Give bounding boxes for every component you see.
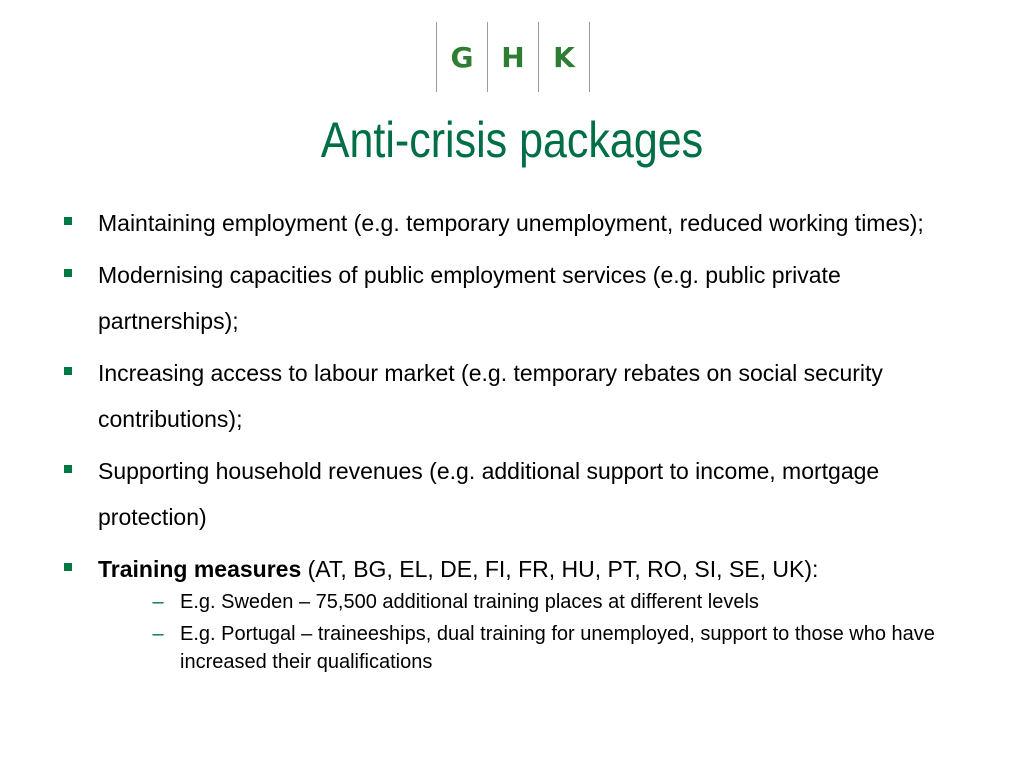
bullet-item-maintaining-employment — [60, 200, 980, 246]
dash-bullet-icon: – — [152, 623, 164, 645]
sub-item-text: E.g. Sweden – 75,500 additional training places at different levels — [180, 591, 759, 613]
bullet-text — [98, 546, 980, 592]
slide-title: Anti-crisis packages — [320, 112, 704, 168]
square-bullet-icon — [64, 367, 72, 375]
bullet-text: Increasing access to labour market (e.g. temporary rebates on social security contributions); — [98, 360, 883, 432]
sub-item-text: E.g. Portugal – traineeships, dual training for unemployed, support to those who have increased their qualifications — [180, 623, 935, 673]
square-bullet-icon — [64, 563, 72, 571]
bullet-text: Maintaining employment (e.g. temporary unemployment, reduced working times); — [98, 210, 924, 236]
ghk-logo — [436, 22, 590, 92]
sub-item-sweden — [98, 588, 980, 616]
square-bullet-icon — [64, 269, 72, 277]
logo-letter-h: H — [488, 22, 539, 92]
square-bullet-icon — [64, 465, 72, 473]
logo-letter-k: K — [539, 22, 590, 92]
bullet-text: Supporting household revenues (e.g. additional support to income, mortgage protection) — [98, 458, 880, 530]
logo-letter-g: G — [437, 22, 488, 92]
training-sub-list — [98, 588, 980, 676]
bullet-item-modernising-capacities — [60, 252, 980, 344]
bullet-item-training-measures — [60, 546, 980, 676]
bullet-text: Modernising capacities of public employment services (e.g. public private partnerships); — [98, 262, 841, 334]
dash-bullet-icon: – — [152, 591, 164, 613]
training-measures-countries: (AT, BG, EL, DE, FI, FR, HU, PT, RO, SI, SE, UK): — [301, 556, 819, 582]
bullet-list — [60, 200, 980, 676]
training-measures-heading: Training measures — [98, 556, 302, 582]
bullet-item-increasing-access — [60, 350, 980, 442]
bullet-item-supporting-revenues — [60, 448, 980, 540]
square-bullet-icon — [64, 217, 72, 225]
slide-content — [60, 200, 980, 682]
sub-item-portugal — [98, 620, 980, 676]
